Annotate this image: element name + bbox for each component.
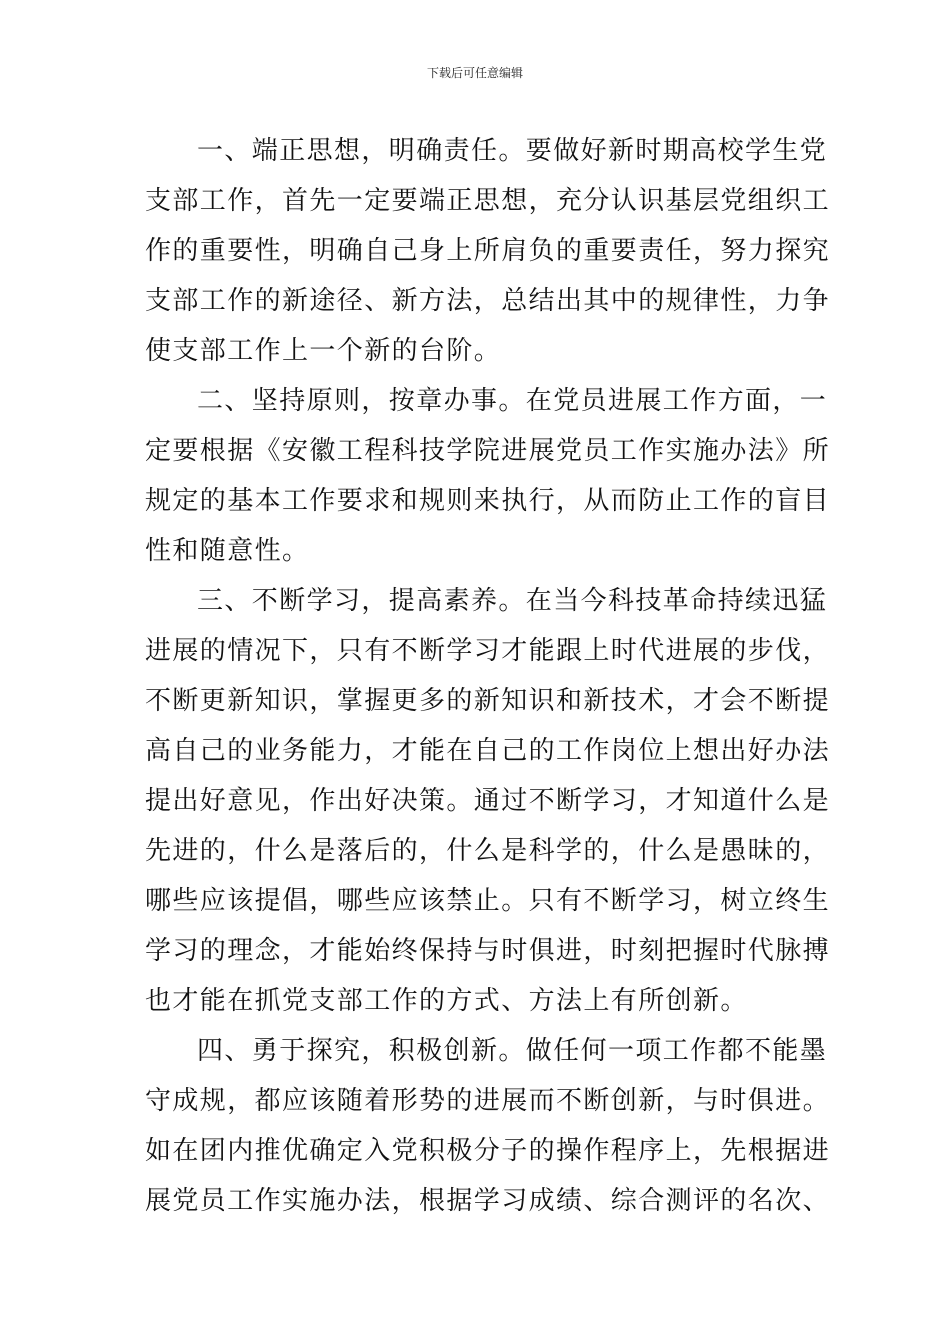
paragraph-2: [145, 376, 831, 576]
paragraph-3: [145, 576, 831, 1026]
text-line: 三、不断学习，提高素养。在当今科技革命持续迅猛: [197, 586, 828, 616]
text-line: 作的重要性，明确自己身上所肩负的重要责任，努力探究: [145, 236, 831, 266]
text-line: 性和随意性。: [145, 536, 310, 566]
paragraph-1: [145, 126, 831, 376]
paragraph-4: [145, 1026, 831, 1226]
text-line: 四、勇于探究，积极创新。做任何一项工作都不能墨: [197, 1036, 828, 1066]
text-line: 守成规，都应该随着形势的进展而不断创新，与时俱进。: [145, 1086, 831, 1116]
text-line: 高自己的业务能力，才能在自己的工作岗位上想出好办法: [145, 736, 831, 766]
text-line: 定要根据《安徽工程科技学院进展党员工作实施办法》所: [145, 436, 831, 466]
text-line: 一、端正思想，明确责任。要做好新时期高校学生党: [197, 136, 828, 166]
text-line: 也才能在抓党支部工作的方式、方法上有所创新。: [145, 986, 748, 1016]
document-body: [145, 126, 831, 1226]
text-line: 提出好意见，作出好决策。通过不断学习，才知道什么是: [145, 786, 831, 816]
text-line: 支部工作，首先一定要端正思想，充分认识基层党组织工: [145, 186, 831, 216]
text-line: 使支部工作上一个新的台阶。: [145, 336, 502, 366]
text-line: 学习的理念，才能始终保持与时俱进，时刻把握时代脉搏: [145, 936, 831, 966]
text-line: 规定的基本工作要求和规则来执行，从而防止工作的盲目: [145, 486, 831, 516]
text-line: 先进的，什么是落后的，什么是科学的，什么是愚昧的，: [145, 836, 831, 866]
page-header: 下载后可任意编辑: [426, 66, 523, 80]
text-line: 进展的情况下，只有不断学习才能跟上时代进展的步伐，: [145, 636, 831, 666]
text-line: 展党员工作实施办法，根据学习成绩、综合测评的名次、: [145, 1186, 831, 1216]
text-line: 支部工作的新途径、新方法，总结出其中的规律性，力争: [145, 286, 831, 316]
text-line: 不断更新知识，掌握更多的新知识和新技术，才会不断提: [145, 686, 831, 716]
text-line: 如在团内推优确定入党积极分子的操作程序上，先根据进: [145, 1136, 831, 1166]
text-line: 哪些应该提倡，哪些应该禁止。只有不断学习，树立终生: [145, 886, 831, 916]
text-line: 二、坚持原则，按章办事。在党员进展工作方面，一: [197, 386, 828, 416]
